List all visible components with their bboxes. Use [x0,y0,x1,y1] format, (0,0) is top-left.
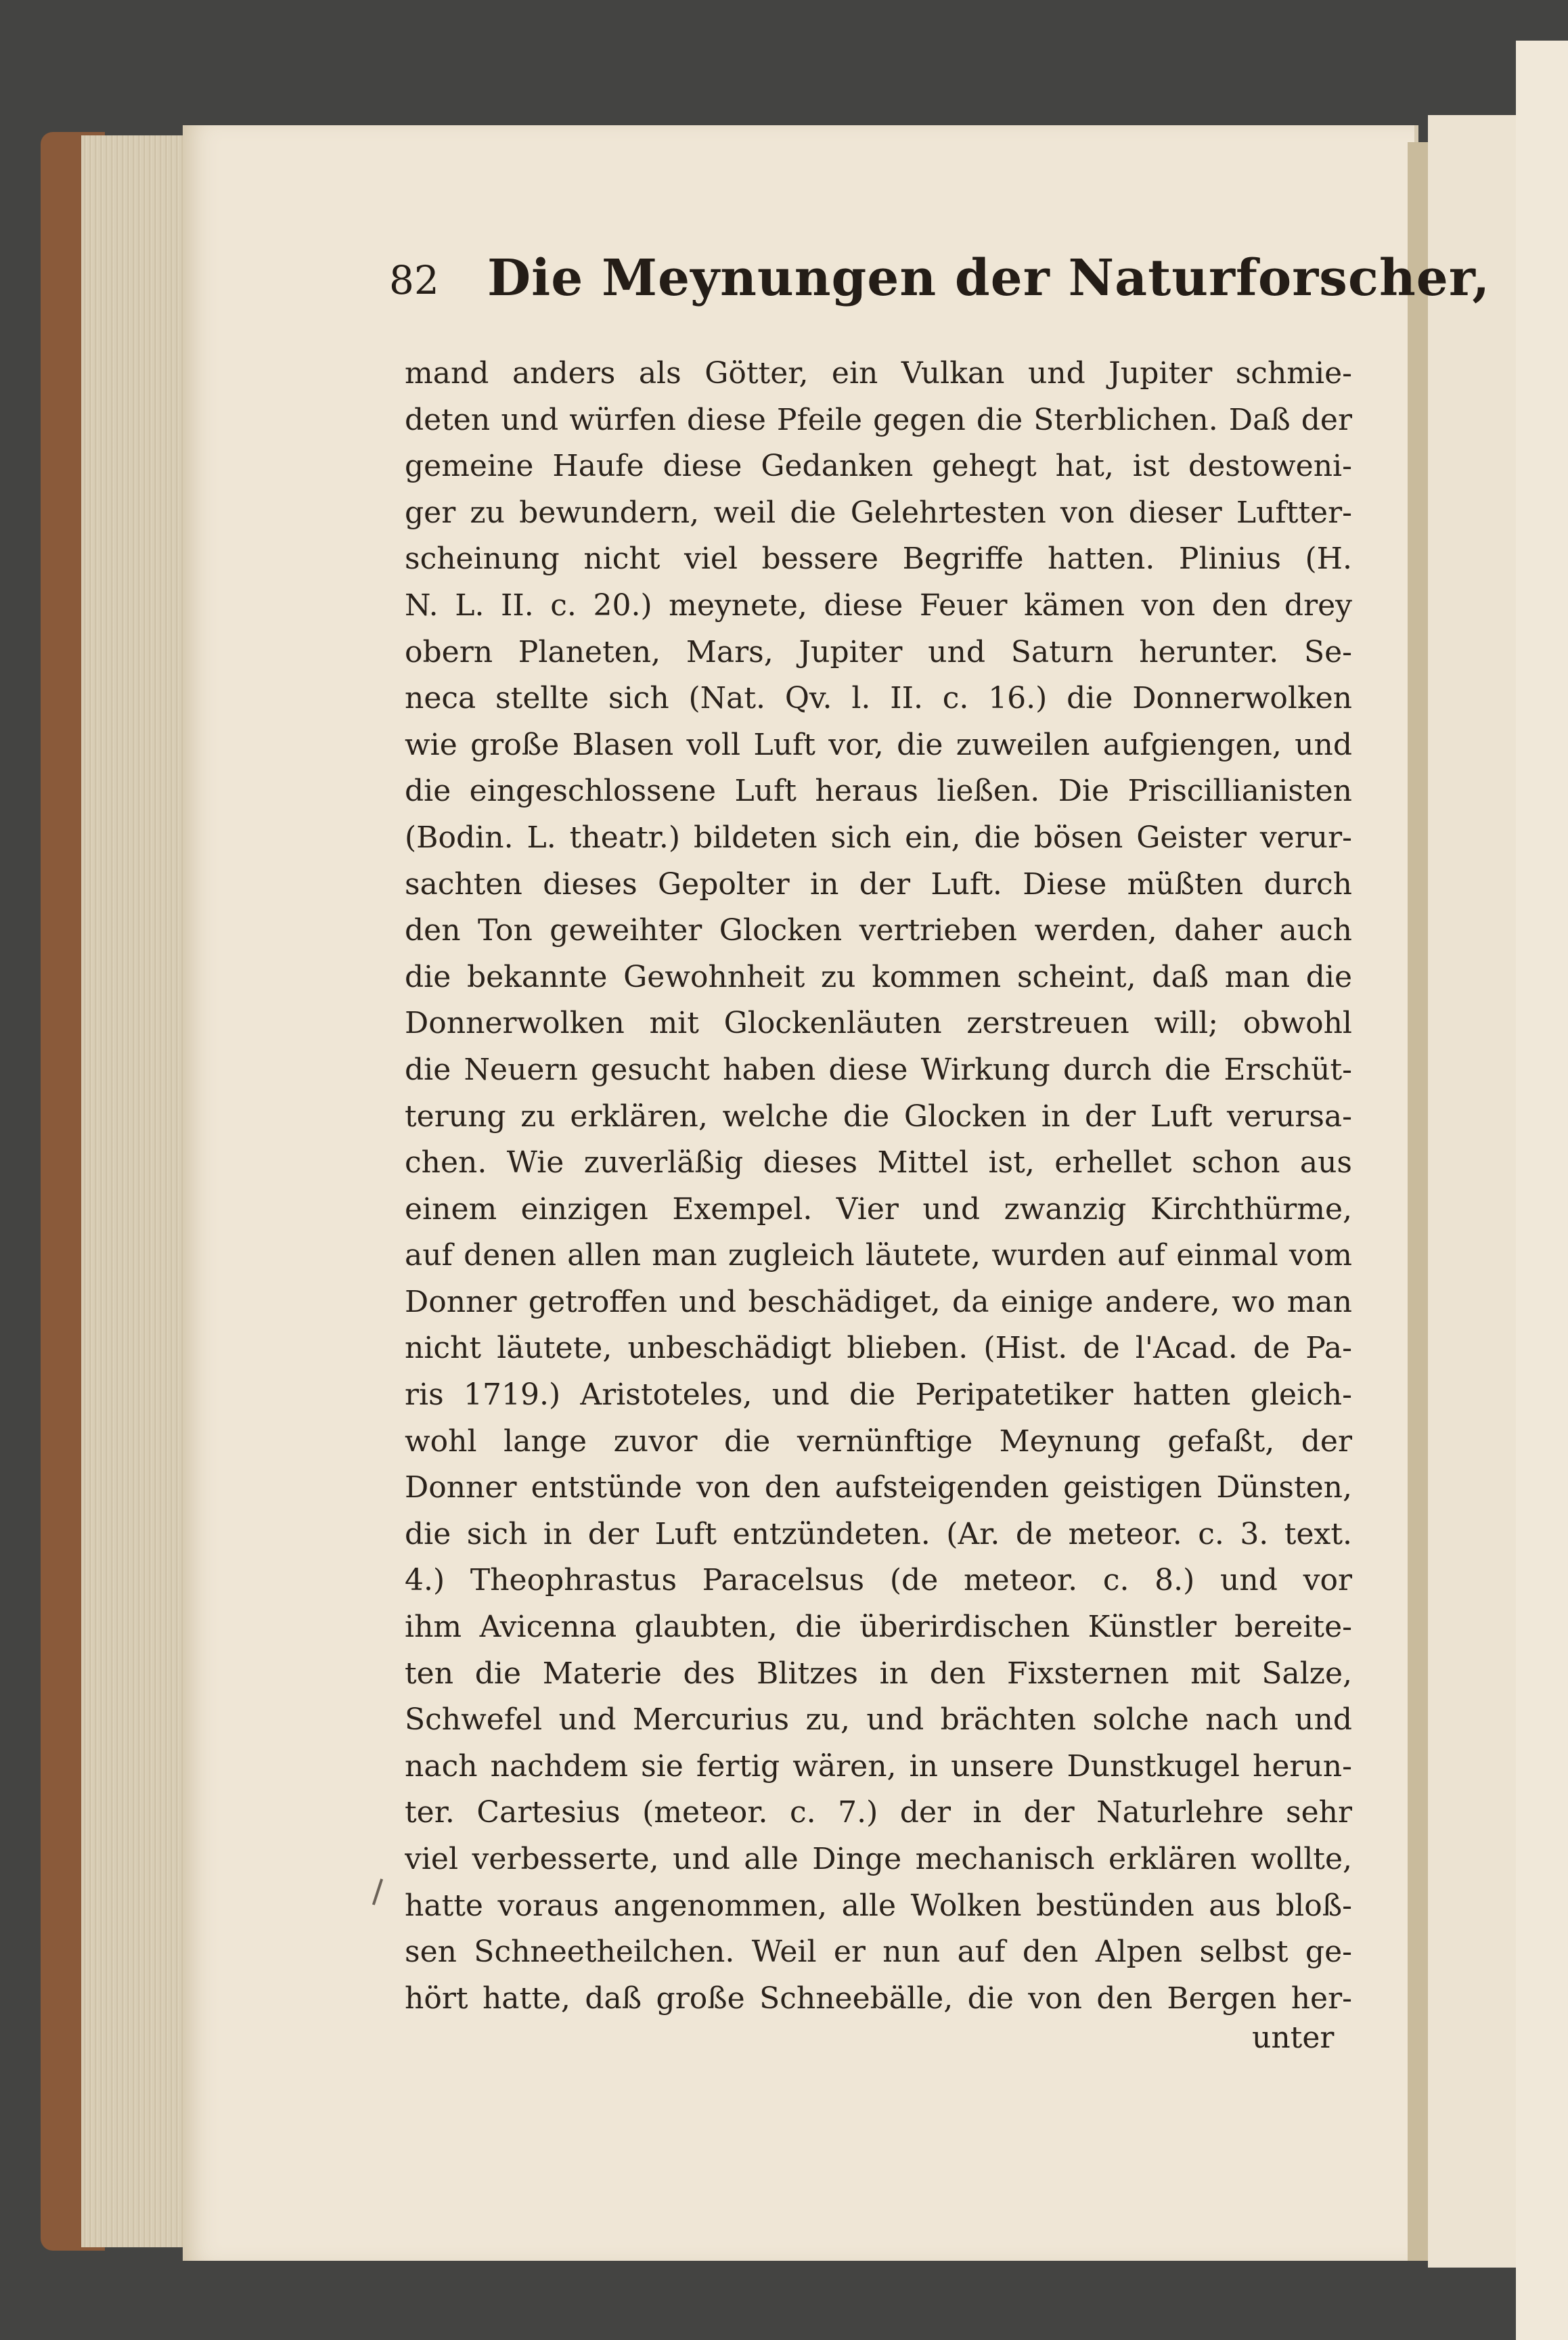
text-line: N. L. II. c. 20.) meynete, diese Feuer kämen von den drey [405,588,1352,623]
text-line: gemeine Haufe diese Gedanken gehegt hat, ist destoweni- [405,449,1352,484]
text-line: ten die Materie des Blitzes in den Fixsternen mit Salze, [405,1656,1352,1691]
text-line: Donner getroffen und beschädiget, da einige andere, wo man [405,1284,1352,1319]
text-line: deten und würfen diese Pfeile gegen die Sterblichen. Daß der [405,402,1352,437]
text-line: nicht läutete, unbeschädigt blieben. (Hist. de l'Acad. de Pa- [405,1331,1352,1366]
text-line: Schwefel und Mercurius zu, und brächten solche nach und [405,1702,1352,1738]
text-line: ris 1719.) Aristoteles, und die Peripatetiker hatten gleich- [405,1377,1352,1413]
text-line: wohl lange zuvor die vernünftige Meynung gefaßt, der [405,1423,1352,1459]
catchword: unter [1252,2021,1335,2055]
text-line: hört hatte, daß große Schneebälle, die von den Bergen her- [405,1981,1352,2016]
text-line: die Neuern gesucht haben diese Wirkung durch die Erschüt- [405,1052,1352,1087]
text-line: Donner entstünde von den aufsteigenden geistigen Dünsten, [405,1470,1352,1505]
text-line: sen Schneetheilchen. Weil er nun auf den Alpen selbst ge- [405,1935,1352,1970]
text-line: sachten dieses Gepolter in der Luft. Diese müßten durch [405,866,1352,902]
text-line: einem einzigen Exempel. Vier und zwanzig Kirchthürme, [405,1191,1352,1227]
page-number: 82 [389,257,439,303]
text-line: chen. Wie zuverläßig dieses Mittel ist, erhellet schon aus [405,1145,1352,1180]
page-block-edge [81,135,193,2247]
facing-page-back [1516,41,1568,2340]
text-line: neca stellte sich (Nat. Qv. l. II. c. 16.) die Donnerwolken [405,681,1352,716]
text-line: den Ton geweihter Glocken vertrieben werden, daher auch [405,913,1352,948]
text-line: viel verbesserte, und alle Dinge mechanisch erklären wollte, [405,1842,1352,1876]
text-line: nach nachdem sie fertig wären, in unsere Dunstkugel herun- [405,1748,1352,1784]
text-line: ter. Cartesius (meteor. c. 7.) der in der Naturlehre sehr [405,1795,1352,1830]
text-line: scheinung nicht viel bessere Begriffe hatten. Plinius (H. [405,542,1352,577]
text-line: hatte voraus angenommen, alle Wolken bestünden aus bloß- [405,1888,1352,1923]
text-line: die bekannte Gewohnheit zu kommen scheint, daß man die [405,959,1352,994]
text-line: (Bodin. L. theatr.) bildeten sich ein, die bösen Geister verur- [405,820,1352,855]
page-body-text [405,351,1352,2022]
running-head: Die Meynungen der Naturforscher, [487,249,1491,307]
text-line: 4.) Theophrastus Paracelsus (de meteor. c. 8.) und vor [405,1563,1352,1598]
text-line: obern Planeten, Mars, Jupiter und Saturn herunter. Se- [405,634,1352,669]
text-line: auf denen allen man zugleich läutete, wurden auf einmal vom [405,1238,1352,1273]
text-line: ihm Avicenna glaubten, die überirdischen Künstler bereite- [405,1610,1352,1645]
text-line: wie große Blasen voll Luft vor, die zuweilen aufgiengen, und [405,727,1352,762]
text-line: ger zu bewundern, weil die Gelehrtesten von dieser Luftter- [405,495,1352,530]
text-line: die sich in der Luft entzündeten. (Ar. de meteor. c. 3. text. [405,1516,1352,1551]
text-line: die eingeschlossene Luft heraus ließen. Die Priscillianisten [405,774,1352,809]
text-line: terung zu erklären, welche die Glocken in der Luft verursa- [405,1099,1352,1134]
text-line: Donnerwolken mit Glockenläuten zerstreuen will; obwohl [405,1006,1352,1041]
text-line: mand anders als Götter, ein Vulkan und Jupiter schmie- [405,356,1352,391]
